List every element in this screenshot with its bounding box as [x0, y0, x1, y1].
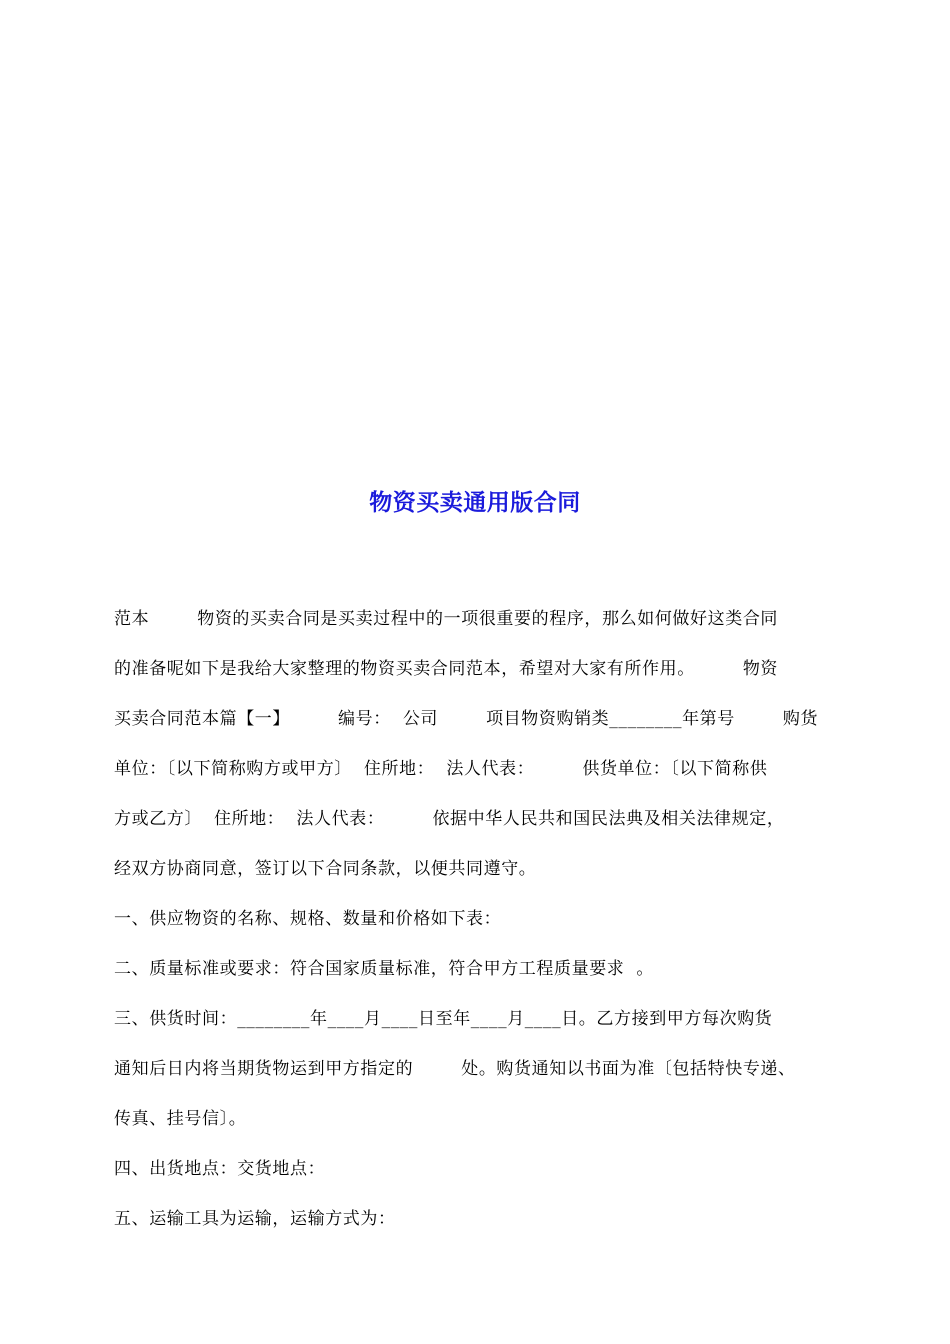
body-line: 一、供应物资的名称、规格、数量和价格如下表： [114, 909, 502, 929]
body-line: 通知后日内将当期货物运到甲方指定的 处。购货通知以书面为准〔包括特快专递、 [114, 1059, 796, 1079]
body-line: 四、出货地点：交货地点： [114, 1159, 326, 1179]
body-line: 范本 物资的买卖合同是买卖过程中的一项很重要的程序，那么如何做好这类合同 [114, 609, 779, 629]
body-line: 三、供货时间：________年____月____日至年____月____日。乙方接到甲方每次购货 [114, 1009, 773, 1029]
body-line: 经双方协商同意，签订以下合同条款，以便共同遵守。 [114, 859, 537, 879]
body-line: 单位：〔以下简称购方或甲方〕 住所地： 法人代表： 供货单位：〔以下简称供 [114, 759, 768, 779]
document-title: 物资买卖通用版合同 [369, 490, 581, 516]
body-line: 买卖合同范本篇【一】 编号： 公司 项目物资购销类________年第号 购货 [114, 709, 819, 729]
body-line: 传真、挂号信〕。 [114, 1109, 247, 1129]
body-line: 二、质量标准或要求：符合国家质量标准，符合甲方工程质量要求 。 [114, 959, 655, 979]
body-line: 方或乙方〕 住所地： 法人代表： 依据中华人民共和国民法典及相关法律规定， [114, 809, 785, 829]
body-line: 五、运输工具为运输，运输方式为： [114, 1209, 396, 1229]
body-line: 的准备呢如下是我给大家整理的物资买卖合同范本，希望对大家有所作用。 物资 [114, 659, 779, 679]
